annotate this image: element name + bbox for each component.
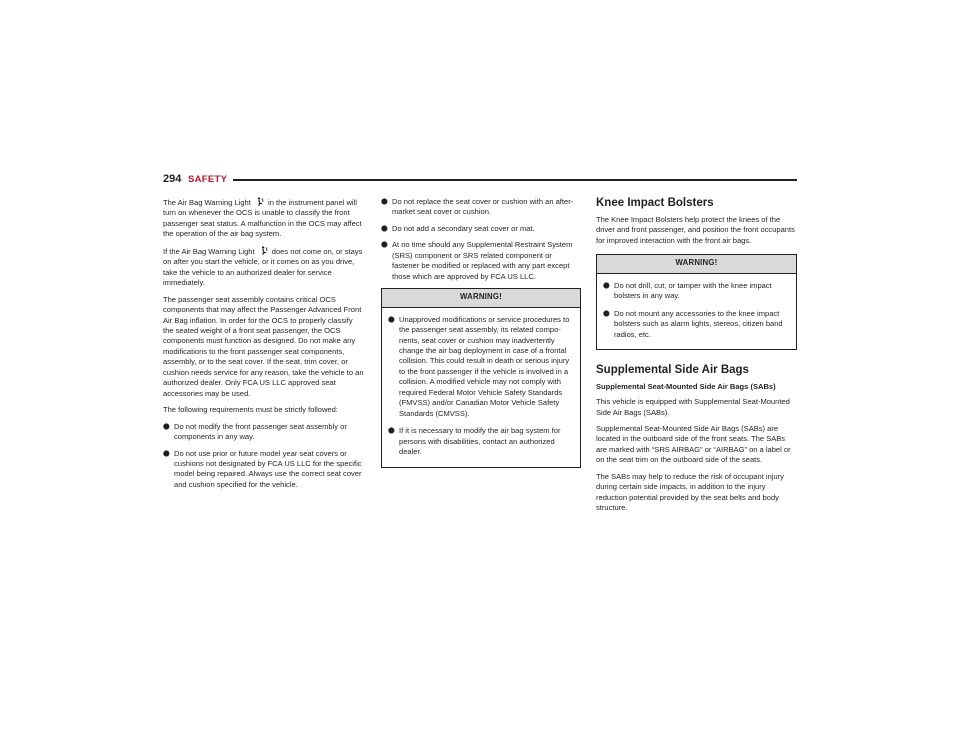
- header-rule: [233, 179, 797, 181]
- bullet-icon: ⬤: [388, 428, 395, 435]
- paragraph-sabs-location: Supplemental Seat-Mounted Side Air Bags (SABs) are located in the outboard side of the front seats. The SABs are marked with “SRS AIRBAG” or “AIRBAG” on a label or on the seat trim on the outboard side of the seats.: [596, 423, 791, 465]
- bullet-icon: ⬤: [381, 199, 388, 205]
- paragraph-warning-light-1: The Air Bag Warning Light in the instrument panel will turn on whenever the OCS is unable to classify the front passenger seat status. A malfunction in the OCS may affect the operation of the air bag system.: [163, 198, 362, 239]
- list-item: ⬤ If it is necessary to modify the air bag system for persons with disabilities, contact an authorized dealer.: [388, 426, 561, 457]
- bullet-icon: ⬤: [163, 423, 170, 430]
- heading-knee-impact-bolsters: Knee Impact Bolsters: [596, 197, 714, 209]
- list-item: ⬤ Do not add a secondary seat cover or mat.: [381, 223, 535, 233]
- column-middle: [381, 197, 581, 468]
- airbag-warning-icon: [255, 197, 264, 207]
- paragraph-sabs-equipped: This vehicle is equipped with Supplemental Seat-Mounted Side Air Bags (SABs).: [596, 397, 790, 417]
- bullet-icon: ⬤: [388, 316, 395, 323]
- paragraph-warning-light-2: If the Air Bag Warning Light does not come on, or stays on after you start the vehicle, or it comes on as you drive, take the vehicle to an authorized dealer for service immediately.: [163, 246, 363, 288]
- list-item: ⬤ Do not modify the front passenger seat assembly or components in any way.: [163, 421, 347, 442]
- paragraph-knee-bolsters: The Knee Impact Bolsters help protect the knees of the driver and front passenger, and position the front occupants for improved interaction with the front air bags.: [596, 215, 795, 245]
- list-item: ⬤ Do not use prior or future model year seat covers or cushions not designated by FCA US LLC for the specific model being repaired. Always use the correct seat cover and cushion specified for the vehicle.: [163, 448, 362, 489]
- bullet-icon: ⬤: [163, 450, 170, 457]
- column-right: [596, 197, 797, 520]
- paragraph-requirements: The following requirements must be strictly followed:: [163, 405, 338, 415]
- requirements-list-continued: [381, 197, 581, 282]
- list-item: ⬤ Do not mount any accessories to the knee impact bolsters such as alarm lights, stereos, citizen band radios, etc.: [603, 308, 783, 339]
- list-item: ⬤ At no time should any Supplemental Restraint System (SRS) component or SRS related component or fastener be modified or replaced with any part except those which are approved by FCA US LLC.: [381, 240, 573, 281]
- warning-box-knee: [596, 254, 797, 350]
- airbag-warning-icon: [259, 246, 268, 256]
- bullet-icon: ⬤: [603, 310, 610, 317]
- bullet-icon: ⬤: [381, 242, 388, 249]
- warning-title: WARNING!: [597, 255, 796, 273]
- warning-title: WARNING!: [382, 289, 580, 307]
- list-item: ⬤ Unapproved modifications or service procedures to the passenger seat assembly, its related compo-nents, seat cover or cushion may inadvertently change the air bag deployment in case of a frontal collision. This could result in death or serious injury to the front passenger if the vehicle is involved in a collision. A modified vehicle may not comply with required Federal Motor Vehicle Safety Standards (FMVSS) and/or Canadian Motor Vehicle Safety Standards (CMVSS).: [388, 314, 570, 418]
- column-left: [163, 197, 365, 496]
- page-number: 294: [163, 173, 182, 185]
- heading-side-air-bags: Supplemental Side Air Bags: [596, 364, 749, 377]
- paragraph-seat-assembly: The passenger seat assembly contains critical OCS components that may affect the Passenger Advanced Front Air Bag inflation. In order for the OCS to properly classify the seated weight of a front seat passenger, the OCS components must function as designed. Do not make any modifications to the front passenger seat components, assembly, or to the seat cover. If the seat, trim cover, or cushion needs service for any reason, take the vehicle to an authorized dealer. Only FCA US LLC approved seat accessories may be used.: [163, 294, 364, 398]
- bullet-icon: ⬤: [603, 282, 610, 289]
- bullet-icon: ⬤: [381, 225, 388, 232]
- section-title: SAFETY: [188, 174, 228, 185]
- warning-box-seat: [381, 288, 581, 467]
- subheading-seat-mounted-sabs: Supplemental Seat-Mounted Side Air Bags (SABs): [596, 382, 776, 392]
- list-item: ⬤ Do not replace the seat cover or cushion with an after-market seat cover or cushion.: [381, 197, 574, 217]
- requirements-list: [163, 422, 365, 491]
- paragraph-sabs-risk: The SABs may help to reduce the risk of occupant injury during certain side impacts, in addition to the injury reduction potential provided by the seat belts and body structure.: [596, 471, 784, 513]
- list-item: ⬤ Do not drill, cut, or tamper with the knee impact bolsters in any way.: [603, 280, 772, 301]
- page-header: [163, 173, 797, 187]
